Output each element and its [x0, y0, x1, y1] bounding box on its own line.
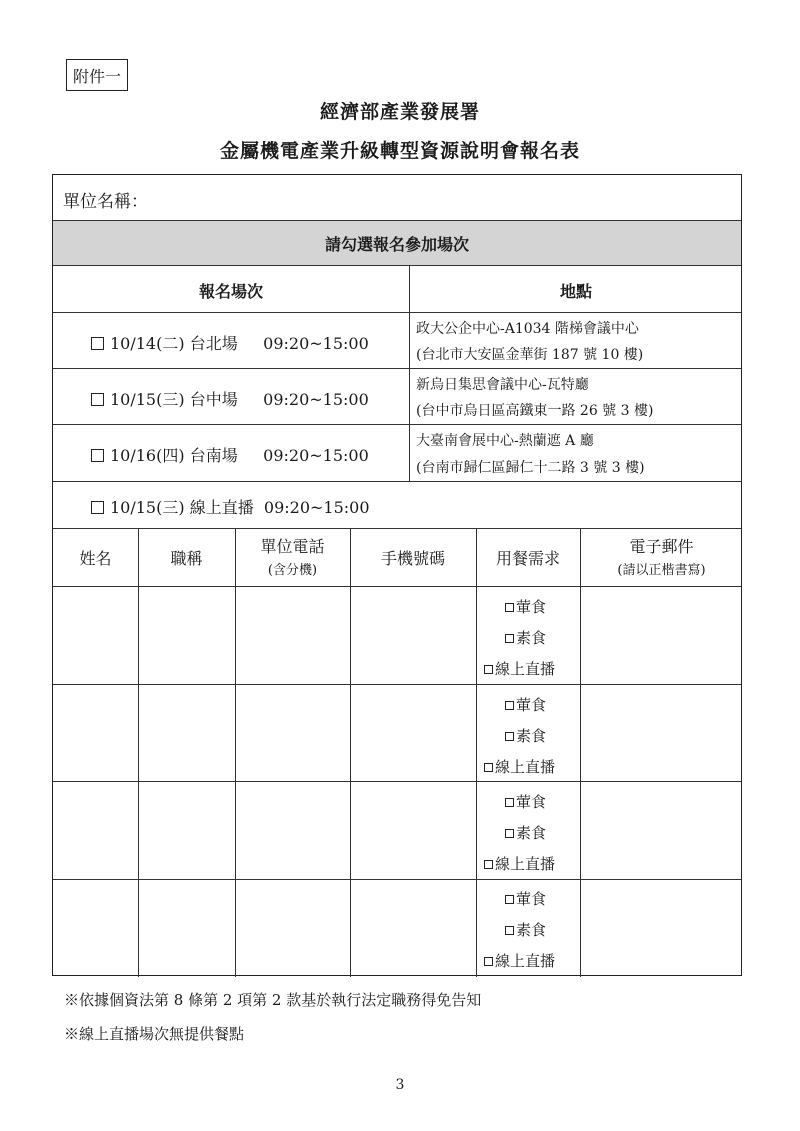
checkbox[interactable]	[505, 829, 514, 838]
form-title: 金屬機電產業升級轉型資源說明會報名表	[219, 140, 580, 162]
meal-option-meat[interactable]: 葷食	[505, 888, 546, 909]
divider	[580, 528, 581, 977]
meal-option-vegetarian[interactable]: 素食	[505, 627, 546, 648]
meal-option-vegetarian[interactable]: 素食	[505, 919, 546, 940]
checkbox[interactable]	[91, 393, 104, 406]
privacy-note: ※依據個資法第 8 條第 2 項第 2 款基於執行法定職務得免告知	[64, 991, 482, 1009]
divider	[53, 312, 741, 313]
venue-taichung: 新烏日集思會議中心-瓦特廳	[416, 377, 589, 393]
session-option-taichung[interactable]: 10/15(三) 台中場 09:20~15:00	[91, 387, 369, 410]
address-taichung: (台中市烏日區高鐵東一路 26 號 3 樓)	[416, 403, 654, 419]
mobile-header: 手機號碼	[380, 549, 445, 568]
address-tainan: (台南市歸仁區歸仁十二路 3 號 3 樓)	[416, 460, 645, 476]
divider	[53, 424, 741, 425]
unit-name-label: 單位名稱：	[63, 192, 148, 212]
checkbox[interactable]	[505, 603, 514, 612]
divider	[53, 684, 741, 685]
checkbox[interactable]	[484, 860, 493, 869]
divider	[53, 528, 741, 529]
divider	[53, 481, 741, 482]
meal-option-vegetarian[interactable]: 素食	[505, 822, 546, 843]
checkbox[interactable]	[91, 449, 104, 462]
checkbox[interactable]	[484, 665, 493, 674]
registration-form	[52, 174, 742, 976]
meal-option-meat[interactable]: 葷食	[505, 596, 546, 617]
meal-note: ※線上直播場次無提供餐點	[64, 1025, 245, 1043]
checkbox[interactable]	[484, 957, 493, 966]
divider	[53, 781, 741, 782]
session-option-tainan[interactable]: 10/16(四) 台南場 09:20~15:00	[91, 443, 369, 466]
name-header: 姓名	[79, 549, 112, 568]
meal-option-online[interactable]: 線上直播	[484, 853, 555, 874]
session-option-online[interactable]: 10/15(三) 線上直播 09:20~15:00	[91, 495, 370, 518]
phone-note: (含分機)	[267, 563, 318, 578]
divider	[235, 528, 236, 977]
page-number: 3	[395, 1077, 405, 1093]
meal-option-online[interactable]: 線上直播	[484, 658, 555, 679]
divider	[138, 528, 139, 977]
divider	[53, 220, 741, 221]
checkbox[interactable]	[505, 701, 514, 710]
attachment-label: 附件一	[66, 59, 128, 91]
divider	[53, 265, 741, 266]
divider	[53, 368, 741, 369]
venue-tainan: 大臺南會展中心-熱蘭遮 A 廳	[416, 433, 594, 449]
location-column-header: 地點	[559, 282, 592, 301]
meal-header: 用餐需求	[495, 549, 560, 568]
checkbox[interactable]	[484, 763, 493, 772]
session-column-header: 報名場次	[198, 282, 263, 301]
checkbox[interactable]	[505, 926, 514, 935]
meal-option-online[interactable]: 線上直播	[484, 950, 555, 971]
job-title-header: 職稱	[170, 549, 203, 568]
checkbox[interactable]	[505, 895, 514, 904]
meal-option-meat[interactable]: 葷食	[505, 694, 546, 715]
checkbox[interactable]	[505, 732, 514, 741]
checkbox[interactable]	[505, 634, 514, 643]
email-header: 電子郵件	[629, 537, 694, 556]
venue-taipei: 政大公企中心-A1034 階梯會議中心	[416, 321, 639, 337]
divider	[476, 528, 477, 977]
email-note: (請以正楷書寫)	[617, 563, 706, 578]
meal-option-online[interactable]: 線上直播	[484, 756, 555, 777]
checkbox[interactable]	[91, 337, 104, 350]
section-header: 請勾選報名參加場次	[324, 235, 469, 254]
phone-header: 單位電話	[260, 537, 325, 556]
meal-option-vegetarian[interactable]: 素食	[505, 725, 546, 746]
agency-title: 經濟部產業發展署	[319, 101, 480, 123]
divider	[53, 879, 741, 880]
checkbox[interactable]	[91, 501, 104, 514]
checkbox[interactable]	[505, 798, 514, 807]
address-taipei: (台北市大安區金華街 187 號 10 樓)	[416, 347, 644, 363]
divider	[53, 586, 741, 587]
divider	[350, 528, 351, 977]
session-option-taipei[interactable]: 10/14(二) 台北場 09:20~15:00	[91, 331, 369, 354]
meal-option-meat[interactable]: 葷食	[505, 791, 546, 812]
